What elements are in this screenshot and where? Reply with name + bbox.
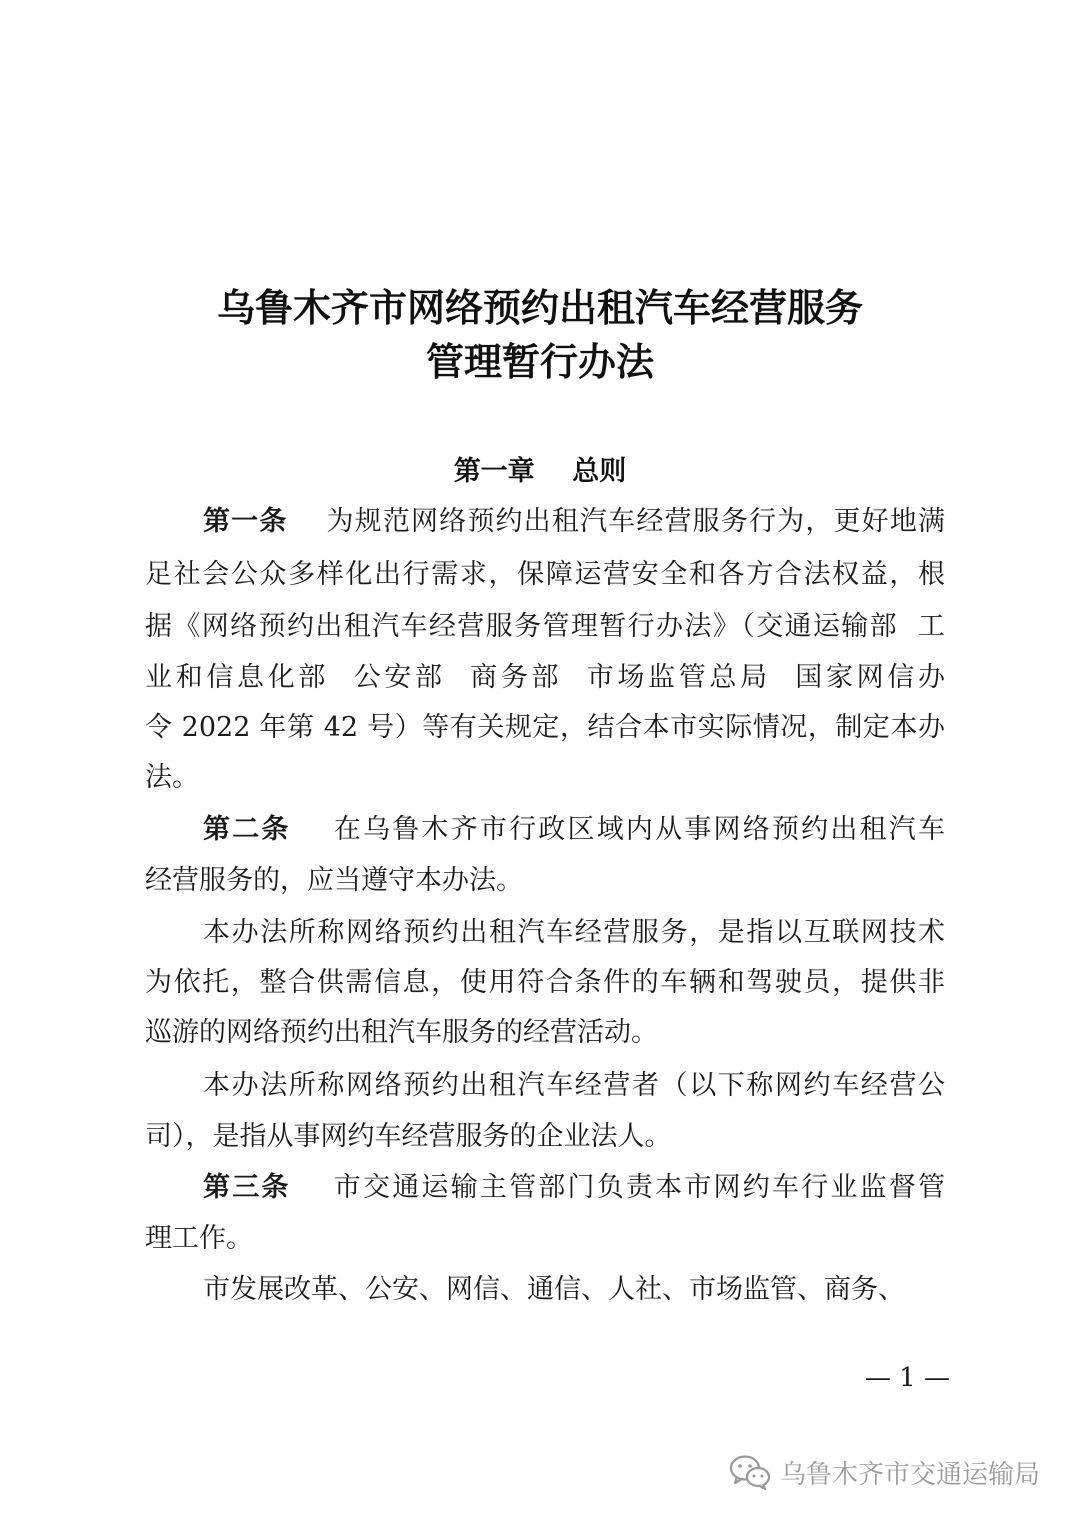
paragraph-a-line-3: 巡游的网络预约出租汽车服务的经营活动。 xyxy=(145,1017,658,1048)
article-1-line-6: 法。 xyxy=(145,762,199,793)
page-number: — 1 — xyxy=(864,1363,950,1393)
article-1-text: 为规范网络预约出租汽车经营服务行为，更好地满 xyxy=(287,506,945,537)
article-1-line-5: 令 2022 年第 42 号）等有关规定，结合本市实际情况，制定本办 xyxy=(145,712,945,743)
article-2-term: 第二条 xyxy=(203,814,291,845)
paragraph-a-line-1: 本办法所称网络预约出租汽车经营服务，是指以互联网技术 xyxy=(203,917,945,948)
article-1-line-4: 业和信息化部 公安部 商务部 市场监管总局 国家网信办 xyxy=(145,662,945,693)
article-1-line-3: 据《网络预约出租汽车经营服务管理暂行办法》（交通运输部 工 xyxy=(145,611,945,642)
account-watermark xyxy=(728,1452,1040,1492)
article-1-line-1 xyxy=(203,502,945,542)
article-3-term: 第三条 xyxy=(203,1172,291,1203)
document-title-line-2: 管理暂行办法 xyxy=(425,339,654,384)
article-3-text: 市交通运输主管部门负责本市网约车行业监督管 xyxy=(290,1172,945,1203)
wechat-icon xyxy=(728,1452,772,1492)
article-2-text: 在乌鲁木齐市行政区域内从事网络预约出租汽车 xyxy=(290,814,945,845)
article-3-line-1 xyxy=(203,1168,945,1208)
article-2-line-2: 经营服务的，应当遵守本办法。 xyxy=(145,865,523,896)
document-title-line-1: 乌鲁木齐市网络预约出租汽车经营服务 xyxy=(216,285,863,330)
paragraph-b-line-1: 本办法所称网络预约出租汽车经营者（以下称网约车经营公 xyxy=(203,1070,945,1101)
article-1-term: 第一条 xyxy=(203,506,288,537)
chapter-heading: 第一章 总则 xyxy=(453,456,627,487)
account-name: 乌鲁木齐市交通运输局 xyxy=(780,1459,1041,1490)
article-3-line-2: 理工作。 xyxy=(145,1223,253,1254)
paragraph-c-line-1: 市发展改革、公安、网信、通信、人社、市场监管、商务、 xyxy=(203,1274,905,1305)
article-2-line-1 xyxy=(203,810,945,850)
article-1-line-2: 足社会公众多样化出行需求，保障运营安全和各方合法权益，根 xyxy=(145,559,945,590)
paragraph-b-line-2: 司），是指从事网约车经营服务的企业法人。 xyxy=(145,1121,672,1152)
paragraph-a-line-2: 为依托，整合供需信息，使用符合条件的车辆和驾驶员，提供非 xyxy=(145,967,945,998)
